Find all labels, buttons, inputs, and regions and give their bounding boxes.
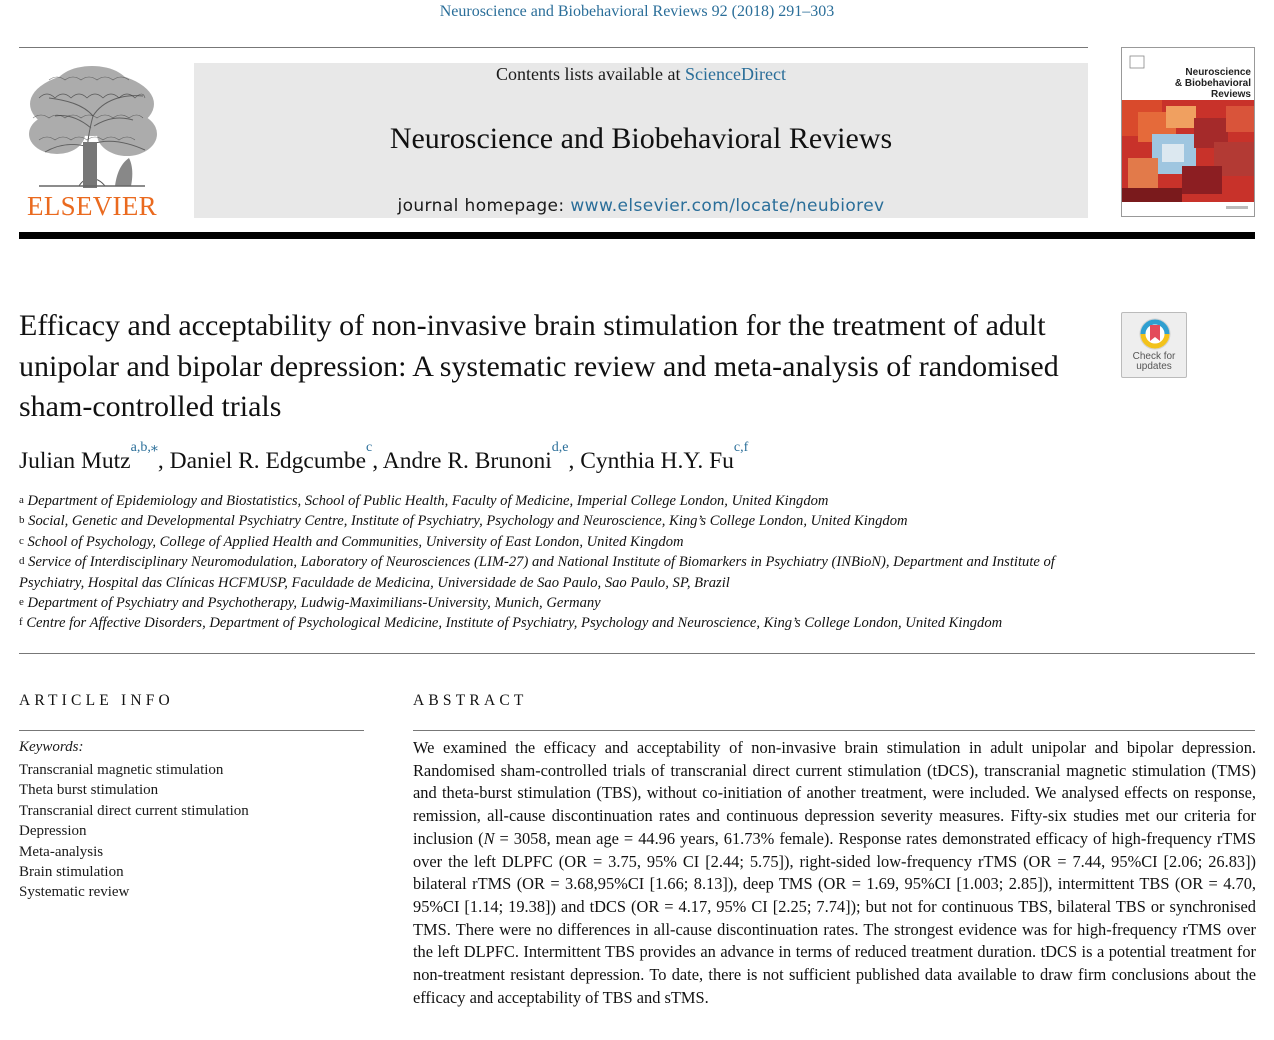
affiliation-item bbox=[19, 511, 1119, 531]
affiliation-mark: f bbox=[19, 616, 23, 629]
homepage-prefix: journal homepage: bbox=[397, 196, 571, 216]
keyword-item[interactable]: Brain stimulation bbox=[19, 864, 124, 881]
author-separator: , bbox=[568, 448, 581, 474]
contents-line bbox=[194, 64, 1088, 85]
article-title: Efficacy and acceptability of non-invasive brain stimulation for the treatment of adult unipolar and bipolar depression: A systematic review and meta-analysis of randomised sham-controlled trials bbox=[19, 309, 1059, 423]
author-name[interactable]: Daniel R. Edgcumbe bbox=[169, 448, 367, 474]
author-affiliation-marks[interactable]: a,b,⁎ bbox=[130, 440, 158, 455]
affiliation-mark: e bbox=[19, 596, 24, 609]
affiliation-mark: c bbox=[19, 534, 24, 547]
keyword-item[interactable]: Transcranial magnetic stimulation bbox=[19, 762, 224, 778]
affiliation-text: Social, Genetic and Developmental Psychiatry Centre, Institute of Psychiatry, Psychology and Neuroscience, King’s College London, United Kingdom bbox=[28, 513, 908, 530]
cover-title-line: Neuroscience bbox=[1185, 67, 1251, 78]
article-info-heading: ARTICLE INFO bbox=[19, 692, 174, 709]
affiliation-item bbox=[19, 532, 1119, 552]
affiliation-mark: a bbox=[19, 494, 24, 506]
keyword-item[interactable]: Depression bbox=[19, 823, 87, 840]
affiliation-item bbox=[19, 613, 1119, 633]
cover-title-line: Reviews bbox=[1210, 89, 1251, 100]
affiliation-mark: d bbox=[19, 555, 25, 568]
affiliation-item bbox=[19, 491, 1119, 511]
sciencedirect-link[interactable]: ScienceDirect bbox=[685, 64, 786, 84]
affiliation-mark: b bbox=[19, 514, 25, 527]
author-separator: , bbox=[157, 448, 170, 474]
affiliation-text: School of Psychology, College of Applied Health and Communities, University of East London, United Kingdom bbox=[27, 533, 684, 550]
abstract-divider bbox=[413, 730, 1255, 731]
affiliation-text: Centre for Affective Disorders, Department of Psychological Medicine, Institute of Psychiatry, Psychology and Neuroscience, King’s College London, United Kingdom bbox=[26, 615, 1003, 632]
check-line: Check for bbox=[1132, 351, 1176, 362]
keyword-item[interactable]: Theta burst stimulation bbox=[19, 782, 159, 799]
keywords-label: Keywords: bbox=[19, 739, 84, 755]
keywords-list bbox=[19, 760, 364, 903]
cover-title-line: & Biobehavioral bbox=[1174, 78, 1251, 89]
affiliation-item bbox=[19, 552, 1119, 593]
keyword-item[interactable]: Transcranial direct current stimulation bbox=[19, 802, 249, 819]
keyword-item[interactable]: Systematic review bbox=[19, 884, 130, 901]
author-affiliation-marks[interactable]: c,f bbox=[733, 440, 749, 455]
abstract-part: = 3058, mean age = 44.96 years, 61.73% female). Response rates demonstrated efficacy of high-frequency rTMS over the left DLPFC (OR = 3.75, 95% CI [2.44; 5.75]), right-sided low-frequency rTMS (OR = 7.44, 95%CI [2.06; 26.83]) bilateral rTMS (OR = 3.68,95%CI [1.66; 8.13]), deep TMS (OR = 1.69, 95%CI [1.003; 2.85]), intermittent TBS (OR = 4.70, 95%CI [1.14; 19.38]) and tDCS (OR = 4.17, 95% CI [2.25; 7.74]); but not for continuous TBS, bilateral TBS or synchronised TMS. There were no differences in all-cause discontinuation rates. The strongest evidence was for high-frequency rTMS over the left DLPFC. Intermittent TBS provides an advance in terms of reduced treatment duration. tDCS is a potential treatment for non-treatment resistant depression. To date, there is not sufficient published data available to draw firm conclusions about the efficacy and acceptability of TBS and sTMS. bbox=[413, 828, 1257, 1007]
journal-reference[interactable]: Neuroscience and Biobehavioral Reviews 92 (2018) 291–303 bbox=[439, 3, 835, 20]
check-for-updates-label bbox=[1121, 352, 1187, 372]
journal-title: Neuroscience and Biobehavioral Reviews bbox=[389, 122, 893, 155]
journal-cover-title bbox=[1133, 67, 1251, 100]
affiliation-text: Service of Interdisciplinary Neuromodulation, Laboratory of Neurosciences (LIM-27) and National Institute of Biomarkers in Psychiatry (INBioN), Department and Institute of Psychiatry, Hospital das Clínicas HCFMUSP, Faculdade de Medicina, Universidade de Sao Paulo, Sao Paulo, SP, Brazil bbox=[19, 554, 1055, 591]
author-separator: , bbox=[372, 448, 383, 474]
check-line: updates bbox=[1136, 361, 1172, 372]
affiliation-text: Department of Epidemiology and Biostatistics, School of Public Health, Faculty of Medicine, Imperial College London, United Kingdom bbox=[27, 493, 829, 509]
article-info-divider bbox=[19, 730, 364, 731]
journal-homepage-link[interactable]: www.elsevier.com/locate/neubiorev bbox=[570, 196, 885, 216]
author-affiliation-marks[interactable]: d,e bbox=[551, 440, 569, 455]
contents-prefix: Contents lists available at bbox=[496, 64, 685, 84]
affiliation-item bbox=[19, 593, 1119, 613]
header-thick-divider bbox=[19, 232, 1255, 239]
author-name[interactable]: Cynthia H.Y. Fu bbox=[580, 448, 734, 474]
author-list bbox=[19, 440, 1119, 478]
abstract-heading: ABSTRACT bbox=[413, 692, 528, 709]
author-affiliation-marks[interactable]: c bbox=[366, 440, 373, 455]
header-divider bbox=[19, 47, 1088, 48]
elsevier-wordmark: ELSEVIER bbox=[27, 191, 157, 221]
affiliations-divider bbox=[19, 653, 1255, 654]
journal-homepage-line bbox=[194, 196, 1088, 216]
keyword-item[interactable]: Meta-analysis bbox=[19, 843, 104, 860]
author-name[interactable]: Julian Mutz bbox=[19, 448, 131, 474]
abstract-part: We examined the efficacy and acceptability of non-invasive brain stimulation in adult unipolar and bipolar depression. Randomised sham-controlled trials of transcranial direct current stimulation (tDCS), transcranial magnetic stimulation (TMS) and theta-burst stimulation (TBS), without co-initiation of another treatment, were included. We analysed effects on response, remission, all-cause discontinuation rates and continuous depression severity measures. Fifty-six studies met our criteria for inclusion ( bbox=[413, 738, 1256, 848]
abstract-text bbox=[413, 737, 1256, 1009]
affiliation-list bbox=[19, 491, 1119, 634]
author-name[interactable]: Andre R. Brunoni bbox=[382, 448, 552, 474]
abstract-n-symbol: N bbox=[483, 828, 495, 848]
affiliation-text: Department of Psychiatry and Psychotherapy, Ludwig-Maximilians-University, Munich, Germany bbox=[27, 595, 601, 612]
